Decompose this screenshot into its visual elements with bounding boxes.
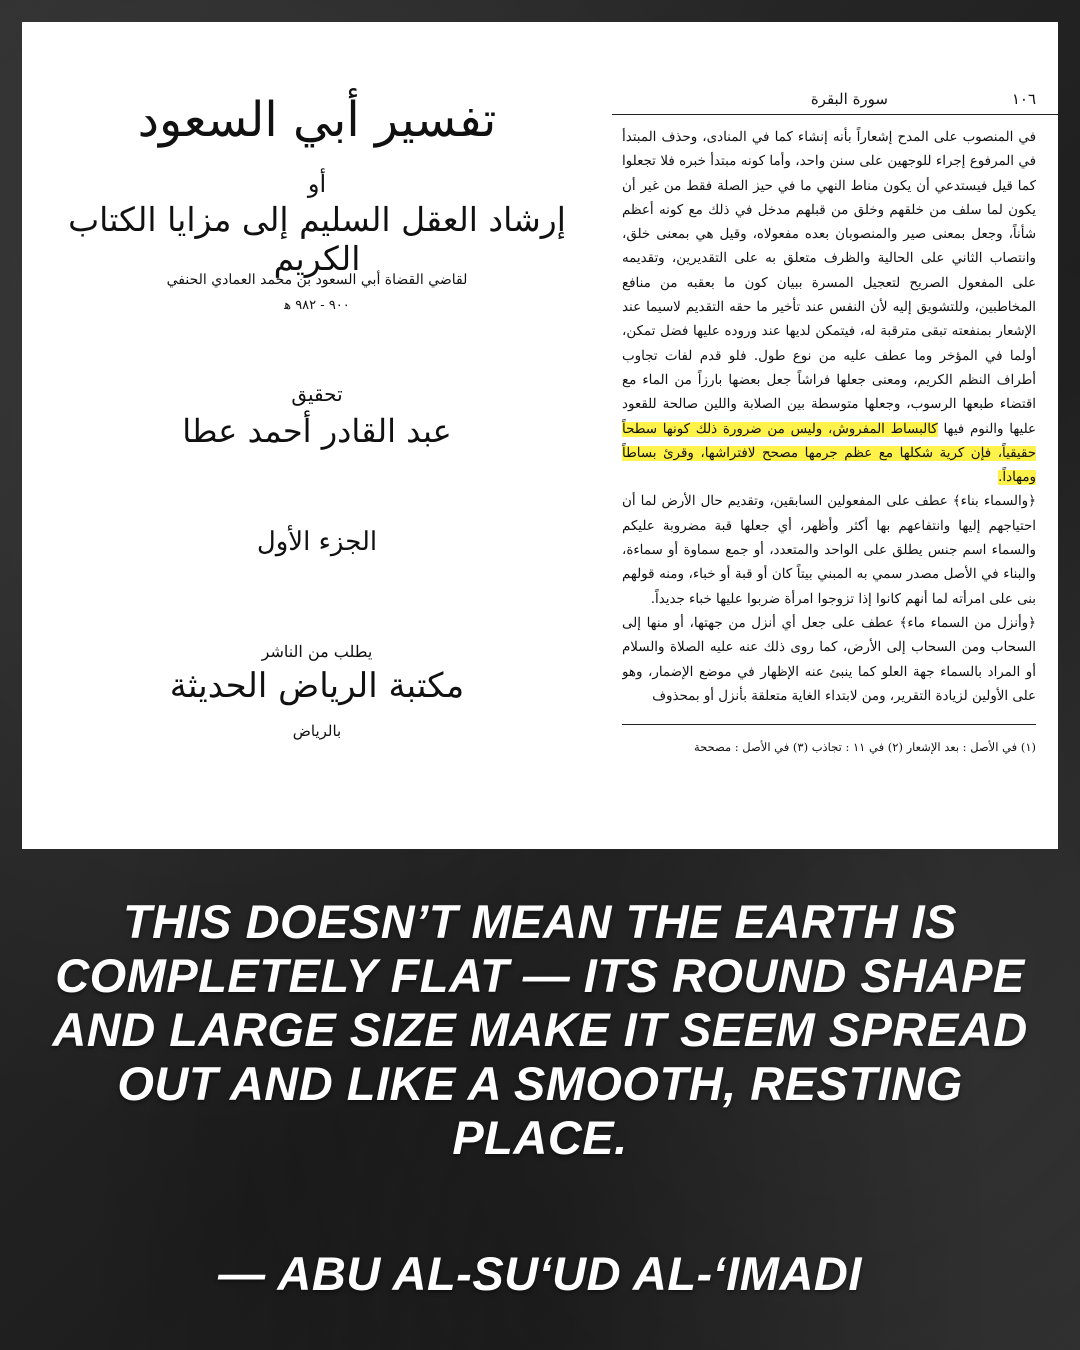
publisher-request-label: يطلب من الناشر (261, 642, 373, 661)
book-scan (22, 22, 1058, 849)
editor-name: عبد القادر أحمد عطا (182, 412, 452, 450)
surah-name: سورة البقرة (810, 90, 888, 108)
book-title: تفسير أبي السعود (137, 92, 497, 148)
book-title-or: أو (307, 170, 327, 198)
book-author: لقاضي القضاة أبي السعود بن محمد العمادي الحنفي (166, 272, 468, 288)
commentary-body (622, 126, 1036, 738)
publisher-name: مكتبة الرياض الحديثة (169, 666, 465, 706)
commentary-paragraph: ﴿وأنزل من السماء ماء﴾ عطف على جعل أي أنزل من جهتها، أو منها إلى السحاب ومن السحاب إلى الأرض، كما روى ذلك عنه عليه الصلاة والسلام أو المراد بالسماء جهة العلو كما ينبئ عنه الإظهار في موضع الإضمار، وهو على الأولين لزيادة التقرير، ومن لابتداء الغاية متعلقة بأنزل أو بمحذوف (622, 615, 1036, 704)
footnote-divider (622, 724, 1036, 725)
commentary-paragraph (622, 126, 1036, 490)
commentary-paragraph: ﴿والسماء بناء﴾ عطف على المفعولين السابقين، وتقديم حال الأرض لما أن احتياجهم إليها وانتفاعهم بها أكثر وأظهر، أي جعلها قبة مضروبة عليكم والسماء اسم جنس يطلق على الواحد والمتعدد، أو جمع سماوة أو سماءة، والبناء في الأصل مصدر سمي به المبني بيتاً كان أو قبة أو خباء، ومنه قولهم بنى على امرأته لما أنهم كانوا إذا تزوجوا امرأة ضربوا عليها خباء جديداً. (622, 494, 1036, 607)
tahqiq-label: تحقيق (291, 382, 343, 406)
volume-label: الجزء الأول (256, 527, 378, 557)
page-header (612, 88, 1058, 115)
text-page (612, 22, 1058, 849)
page-number: ١٠٦ (1011, 90, 1036, 108)
commentary-text: في المنصوب على المدح إشعاراً بأنه إنشاء كما في المنادى، وحذف المبتدأ في المرفوع إجراء للوجهين على سنن واحد، وأما كونه مبتدأ خبره فلا تجعلوا كما قيل فيستدعي أن يكون مناط النهي ما في حيز الصلة فقط من غير أن يكون لما سلف من خلقهم وخلق من قبلهم مدخل في ذلك مع كونه أعظم شأناً، وجعل بمعنى صير والمنصوبان بعده مفعولاه، وقيل هي بمعنى خلق، وانتصاب الثاني على الحالية والظرف متعلق به على التقديرين، وتقديمه على المفعول الصريح لتعجيل المسرة ببيان كون ما بعقبه من منافع المخاطبين، وللتشويق إليه لأن النفس عند تأخير ما حقه التقديم لاسيما عند الإشعار بمنفعته تبقى مترقبة له، فيتمكن لديها عند وروده عليها فضل تمكن، أولما في المؤخر وما عطف عليه من نوع طول. فلو قدم لفات تجاوب أطراف النظم الكريم، ومعنى جعلها فراشاً جعل بعضها بارزاً من الماء مع اقتضاء طبعها الرسوب، وجعلها متوسطة بين الصلابة واللين صالحة للقعود عليها والنوم فيها (622, 130, 1036, 437)
author-dates: ٩٠٠ - ٩٨٢ ﻫ (284, 298, 350, 313)
title-page (22, 22, 612, 849)
quote-caption: THIS DOESN’T MEAN THE EARTH IS COMPLETELY FLAT — ITS ROUND SHAPE AND LARGE SIZE MAKE IT SEEM SPREAD OUT AND LIKE A SMOOTH, RESTING PLACE. (52, 895, 1028, 1164)
book-subtitle: إرشاد العقل السليم إلى مزايا الكتاب الكريم (68, 200, 566, 278)
footnotes: (١) في الأصل : بعد الإشعار (٢) في ١١ : تجاذب (٣) في الأصل : مصححة (693, 740, 1036, 754)
publisher-city: بالرياض (292, 722, 342, 740)
quote-attribution: — ABU AL-SU‘UD AL-‘IMADI (218, 1247, 862, 1300)
highlighted-passage: كالبساط المفروش، وليس من ضرورة ذلك كونها سطحاً حقيقياً، فإن كرية شكلها مع عظم جرمها مصحح لافتراشها، وقرئ بساطاً ومهاداً. (622, 421, 1036, 486)
